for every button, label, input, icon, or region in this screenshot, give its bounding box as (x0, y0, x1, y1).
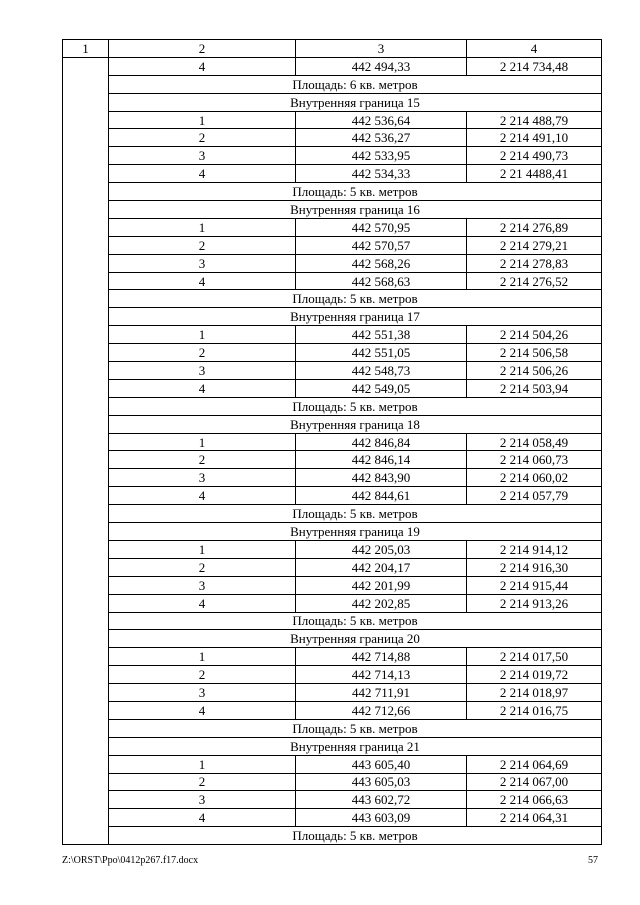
group-title-row (63, 415, 602, 433)
point-number-cell: 1 (109, 540, 296, 558)
group-title-row (63, 523, 602, 541)
point-number-cell: 3 (109, 362, 296, 380)
point-row (63, 362, 602, 380)
y-coordinate-cell: 2 214 060,02 (467, 469, 602, 487)
x-coordinate-cell: 443 605,03 (296, 773, 467, 791)
area-label: Площадь: 5 кв. метров (109, 397, 602, 415)
point-row (63, 147, 602, 165)
point-number-cell: 3 (109, 469, 296, 487)
point-number-cell: 3 (109, 576, 296, 594)
y-coordinate-cell: 2 214 064,69 (467, 755, 602, 773)
point-row (63, 791, 602, 809)
y-coordinate-cell: 2 214 491,10 (467, 129, 602, 147)
coordinates-table (62, 39, 602, 845)
x-coordinate-cell: 442 548,73 (296, 362, 467, 380)
point-number-cell: 3 (109, 684, 296, 702)
area-row (63, 75, 602, 93)
y-coordinate-cell: 2 214 016,75 (467, 701, 602, 719)
y-coordinate-cell: 2 214 058,49 (467, 433, 602, 451)
y-coordinate-cell: 2 214 067,00 (467, 773, 602, 791)
group-title-row (63, 737, 602, 755)
point-row (63, 236, 602, 254)
point-row (63, 129, 602, 147)
point-row (63, 326, 602, 344)
point-row (63, 469, 602, 487)
y-coordinate-cell: 2 214 064,31 (467, 809, 602, 827)
point-row (63, 218, 602, 236)
group-title: Внутренняя граница 21 (109, 737, 602, 755)
point-number-cell: 4 (109, 809, 296, 827)
point-number-cell: 4 (109, 165, 296, 183)
footer-page-number: 57 (588, 855, 598, 866)
point-row (63, 254, 602, 272)
x-coordinate-cell: 443 602,72 (296, 791, 467, 809)
x-coordinate-cell: 442 202,85 (296, 594, 467, 612)
y-coordinate-cell: 2 214 734,48 (467, 57, 602, 75)
y-coordinate-cell: 2 214 019,72 (467, 666, 602, 684)
x-coordinate-cell: 443 603,09 (296, 809, 467, 827)
y-coordinate-cell: 2 21 4488,41 (467, 165, 602, 183)
x-coordinate-cell: 442 568,26 (296, 254, 467, 272)
x-coordinate-cell: 442 714,88 (296, 648, 467, 666)
y-coordinate-cell: 2 214 060,73 (467, 451, 602, 469)
point-row (63, 344, 602, 362)
group-title-row (63, 201, 602, 219)
header-cell-4: 4 (467, 40, 602, 58)
point-row (63, 379, 602, 397)
y-coordinate-cell: 2 214 276,89 (467, 218, 602, 236)
point-number-cell: 2 (109, 666, 296, 684)
x-coordinate-cell: 442 533,95 (296, 147, 467, 165)
point-number-cell: 3 (109, 254, 296, 272)
table-header-row (63, 40, 602, 58)
group-title: Внутренняя граница 17 (109, 308, 602, 326)
area-row (63, 397, 602, 415)
y-coordinate-cell: 2 214 506,58 (467, 344, 602, 362)
point-row (63, 809, 602, 827)
point-number-cell: 1 (109, 433, 296, 451)
x-coordinate-cell: 442 846,14 (296, 451, 467, 469)
point-row (63, 111, 602, 129)
header-cell-3: 3 (296, 40, 467, 58)
area-label: Площадь: 5 кв. метров (109, 290, 602, 308)
x-coordinate-cell: 442 568,63 (296, 272, 467, 290)
y-coordinate-cell: 2 214 490,73 (467, 147, 602, 165)
y-coordinate-cell: 2 214 017,50 (467, 648, 602, 666)
y-coordinate-cell: 2 214 057,79 (467, 487, 602, 505)
y-coordinate-cell: 2 214 066,63 (467, 791, 602, 809)
area-row (63, 505, 602, 523)
y-coordinate-cell: 2 214 915,44 (467, 576, 602, 594)
point-number-cell: 2 (109, 773, 296, 791)
area-row (63, 719, 602, 737)
y-coordinate-cell: 2 214 488,79 (467, 111, 602, 129)
y-coordinate-cell: 2 214 276,52 (467, 272, 602, 290)
x-coordinate-cell: 442 205,03 (296, 540, 467, 558)
area-label: Площадь: 6 кв. метров (109, 75, 602, 93)
point-number-cell: 1 (109, 111, 296, 129)
point-number-cell: 2 (109, 451, 296, 469)
group-title: Внутренняя граница 15 (109, 93, 602, 111)
footer-file-path: Z:\ORST\Ppo\0412p267.f17.docx (62, 855, 199, 866)
point-number-cell: 1 (109, 218, 296, 236)
area-label: Площадь: 5 кв. метров (109, 505, 602, 523)
x-coordinate-cell: 442 534,33 (296, 165, 467, 183)
point-row (63, 773, 602, 791)
y-coordinate-cell: 2 214 913,26 (467, 594, 602, 612)
point-number-cell: 4 (109, 379, 296, 397)
point-row (63, 487, 602, 505)
y-coordinate-cell: 2 214 504,26 (467, 326, 602, 344)
area-label: Площадь: 5 кв. метров (109, 183, 602, 201)
x-coordinate-cell: 442 201,99 (296, 576, 467, 594)
y-coordinate-cell: 2 214 914,12 (467, 540, 602, 558)
group-title-row (63, 308, 602, 326)
point-number-cell: 2 (109, 344, 296, 362)
y-coordinate-cell: 2 214 018,97 (467, 684, 602, 702)
point-number-cell: 2 (109, 236, 296, 254)
x-coordinate-cell: 442 536,64 (296, 111, 467, 129)
point-number-cell: 4 (109, 594, 296, 612)
point-number-cell: 1 (109, 755, 296, 773)
merged-first-column (63, 57, 109, 844)
area-row (63, 827, 602, 845)
point-row (63, 576, 602, 594)
point-row (63, 558, 602, 576)
point-row (63, 57, 602, 75)
area-label: Площадь: 5 кв. метров (109, 612, 602, 630)
x-coordinate-cell: 442 549,05 (296, 379, 467, 397)
group-title: Внутренняя граница 20 (109, 630, 602, 648)
y-coordinate-cell: 2 214 279,21 (467, 236, 602, 254)
x-coordinate-cell: 442 204,17 (296, 558, 467, 576)
x-coordinate-cell: 443 605,40 (296, 755, 467, 773)
point-number-cell: 1 (109, 648, 296, 666)
x-coordinate-cell: 442 570,57 (296, 236, 467, 254)
point-row (63, 540, 602, 558)
x-coordinate-cell: 442 536,27 (296, 129, 467, 147)
point-row (63, 451, 602, 469)
y-coordinate-cell: 2 214 278,83 (467, 254, 602, 272)
point-number-cell: 3 (109, 147, 296, 165)
x-coordinate-cell: 442 551,05 (296, 344, 467, 362)
area-label: Площадь: 5 кв. метров (109, 827, 602, 845)
area-row (63, 290, 602, 308)
point-row (63, 755, 602, 773)
point-row (63, 648, 602, 666)
point-row (63, 272, 602, 290)
x-coordinate-cell: 442 844,61 (296, 487, 467, 505)
group-title: Внутренняя граница 19 (109, 523, 602, 541)
point-row (63, 701, 602, 719)
group-title: Внутренняя граница 18 (109, 415, 602, 433)
x-coordinate-cell: 442 570,95 (296, 218, 467, 236)
point-row (63, 666, 602, 684)
point-number-cell: 4 (109, 57, 296, 75)
point-row (63, 594, 602, 612)
point-number-cell: 4 (109, 701, 296, 719)
point-number-cell: 3 (109, 791, 296, 809)
y-coordinate-cell: 2 214 916,30 (467, 558, 602, 576)
point-number-cell: 4 (109, 272, 296, 290)
point-number-cell: 2 (109, 129, 296, 147)
header-cell-1: 1 (63, 40, 109, 58)
point-number-cell: 2 (109, 558, 296, 576)
x-coordinate-cell: 442 494,33 (296, 57, 467, 75)
x-coordinate-cell: 442 551,38 (296, 326, 467, 344)
x-coordinate-cell: 442 712,66 (296, 701, 467, 719)
x-coordinate-cell: 442 846,84 (296, 433, 467, 451)
area-row (63, 183, 602, 201)
y-coordinate-cell: 2 214 503,94 (467, 379, 602, 397)
group-title: Внутренняя граница 16 (109, 201, 602, 219)
x-coordinate-cell: 442 714,13 (296, 666, 467, 684)
coordinates-table-body (63, 40, 602, 845)
group-title-row (63, 93, 602, 111)
point-number-cell: 1 (109, 326, 296, 344)
x-coordinate-cell: 442 711,91 (296, 684, 467, 702)
area-row (63, 612, 602, 630)
point-row (63, 684, 602, 702)
group-title-row (63, 630, 602, 648)
area-label: Площадь: 5 кв. метров (109, 719, 602, 737)
point-number-cell: 4 (109, 487, 296, 505)
point-row (63, 165, 602, 183)
point-row (63, 433, 602, 451)
header-cell-2: 2 (109, 40, 296, 58)
y-coordinate-cell: 2 214 506,26 (467, 362, 602, 380)
x-coordinate-cell: 442 843,90 (296, 469, 467, 487)
